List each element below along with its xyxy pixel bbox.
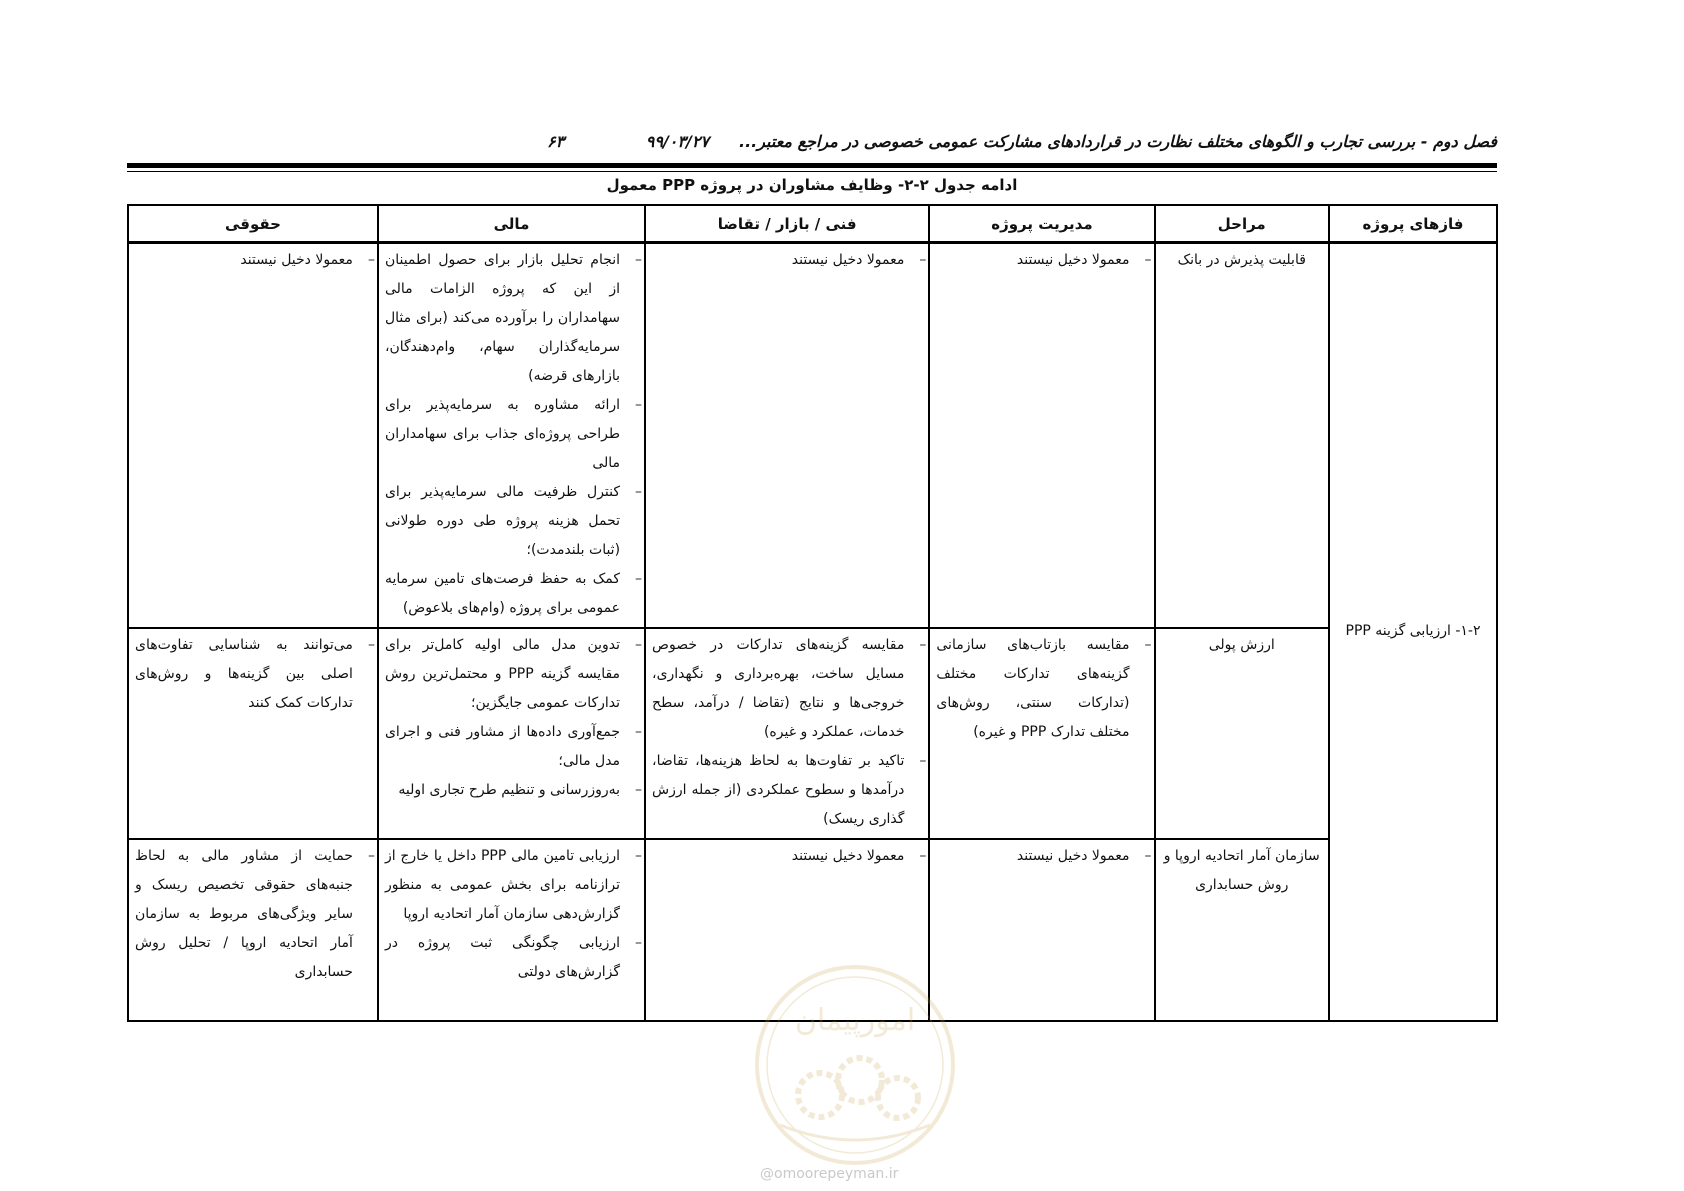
list-item: – انجام تحلیل بازار برای حصول اطمینان از این که پروژه الزامات مالی سهامداران را برآورده می‌کند (برای مثال سرمایه‌گذاران سهام، وام‌دهندگان، بازارهای قرضه): [385, 246, 638, 391]
list-item: – به‌روزرسانی و تنظیم طرح تجاری اولیه: [385, 776, 638, 805]
consultant-duties-table: [127, 204, 1498, 1022]
list-item: – کنترل ظرفیت مالی سرمایه‌پذیر برای تحمل هزینه پروژه طی دوره طولانی (ثبات بلندمدت)؛: [385, 478, 638, 565]
list-item: – می‌توانند به شناسایی تفاوت‌های اصلی بین گزینه‌ها و روش‌های تدارکات کمک کنند: [135, 631, 371, 718]
list-item: – ارزیابی تامین مالی PPP داخل یا خارج از ترازنامه برای بخش عمومی به منظور گزارش‌دهی سازمان آمار اتحادیه اروپا: [385, 842, 638, 929]
legal-cell: [128, 243, 378, 629]
financial-cell: [378, 243, 645, 629]
stage-cell: سازمان آمار اتحادیه اروپا و روش حسابداری: [1155, 839, 1329, 1021]
table-row: [128, 628, 1497, 839]
col-header-stage: مراحل: [1155, 205, 1329, 243]
table-caption: ادامه جدول ۲-۲- وظایف مشاوران در پروژه PPP معمول: [606, 176, 1018, 194]
col-header-technical: فنی / بازار / تقاضا: [645, 205, 929, 243]
legal-cell: [128, 839, 378, 1021]
list-item: – معمولا دخیل نیستند: [936, 842, 1147, 871]
list-item: – معمولا دخیل نیستند: [936, 246, 1147, 275]
list-item: – مقایسه گزینه‌های تدارکات در خصوص مسایل ساخت، بهره‌برداری و نگهداری، خروجی‌ها و نتایج (تقاضا / درآمد، سطح خدمات، عملکرد و غیره): [652, 631, 922, 747]
page-header: [127, 126, 1497, 156]
financial-cell: [378, 839, 645, 1021]
stage-cell: قابلیت پذیرش در بانک: [1155, 243, 1329, 629]
list-item: – معمولا دخیل نیستند: [652, 246, 922, 275]
stage-cell: ارزش پولی: [1155, 628, 1329, 839]
financial-cell: [378, 628, 645, 839]
list-item: – تدوین مدل مالی اولیه کامل‌تر برای مقایسه گزینه PPP و محتمل‌ترین روش تدارکات عمومی جایگزین؛: [385, 631, 638, 718]
watermark-logo-icon: [750, 960, 960, 1170]
header-date: ۹۹/۰۳/۲۷: [645, 132, 709, 151]
col-header-legal: حقوقی: [128, 205, 378, 243]
management-cell: [929, 243, 1154, 629]
col-header-phase: فازهای پروژه: [1329, 205, 1497, 243]
list-item: – ارزیابی چگونگی ثبت پروژه در گزارش‌های دولتی: [385, 929, 638, 987]
list-item: – جمع‌آوری داده‌ها از مشاور فنی و اجرای مدل مالی؛: [385, 718, 638, 776]
chapter-title: فصل دوم - بررسی تجارب و الگوهای مختلف نظارت در قراردادهای مشارکت عمومی خصوصی در مراجع معتبر...: [738, 132, 1497, 151]
watermark-logo-text: امورپیمان: [794, 1003, 916, 1038]
col-header-financial: مالی: [378, 205, 645, 243]
header-rule-thick: [127, 163, 1497, 168]
list-item: – ارائه مشاوره به سرمایه‌پذیر برای طراحی پروژه‌ای جذاب برای سهامداران مالی: [385, 391, 638, 478]
list-item: – کمک به حفظ فرصت‌های تامین سرمایه عمومی برای پروژه (وام‌های بلاعوض): [385, 565, 638, 623]
list-item: – تاکید بر تفاوت‌ها به لحاظ هزینه‌ها، تقاضا، درآمدها و سطوح عملکردی (از جمله ارزش گذاری ریسک): [652, 747, 922, 834]
header-rule-thin: [127, 171, 1497, 172]
list-item: – مقایسه بازتاب‌های سازمانی گزینه‌های تدارکات مختلف (تدارکات سنتی، روش‌های مختلف تدارک PPP و غیره): [936, 631, 1147, 747]
table-row: [128, 243, 1497, 629]
phase-cell: ۱-۲- ارزیابی گزینه PPP: [1329, 243, 1497, 1022]
management-cell: [929, 839, 1154, 1021]
legal-cell: [128, 628, 378, 839]
technical-cell: [645, 628, 929, 839]
page-number: ۶۳: [547, 132, 565, 151]
list-item: – حمایت از مشاور مالی به لحاظ جنبه‌های حقوقی تخصیص ریسک و سایر ویژگی‌های مربوط به سازمان آمار اتحادیه اروپا / تحلیل روش حسابداری: [135, 842, 371, 987]
management-cell: [929, 628, 1154, 839]
watermark-handle: @omoorepeyman.ir: [760, 1166, 899, 1182]
list-item: – معمولا دخیل نیستند: [135, 246, 371, 275]
list-item: – معمولا دخیل نیستند: [652, 842, 922, 871]
technical-cell: [645, 243, 929, 629]
table-header-row: [128, 205, 1497, 243]
col-header-management: مدیریت پروژه: [929, 205, 1154, 243]
